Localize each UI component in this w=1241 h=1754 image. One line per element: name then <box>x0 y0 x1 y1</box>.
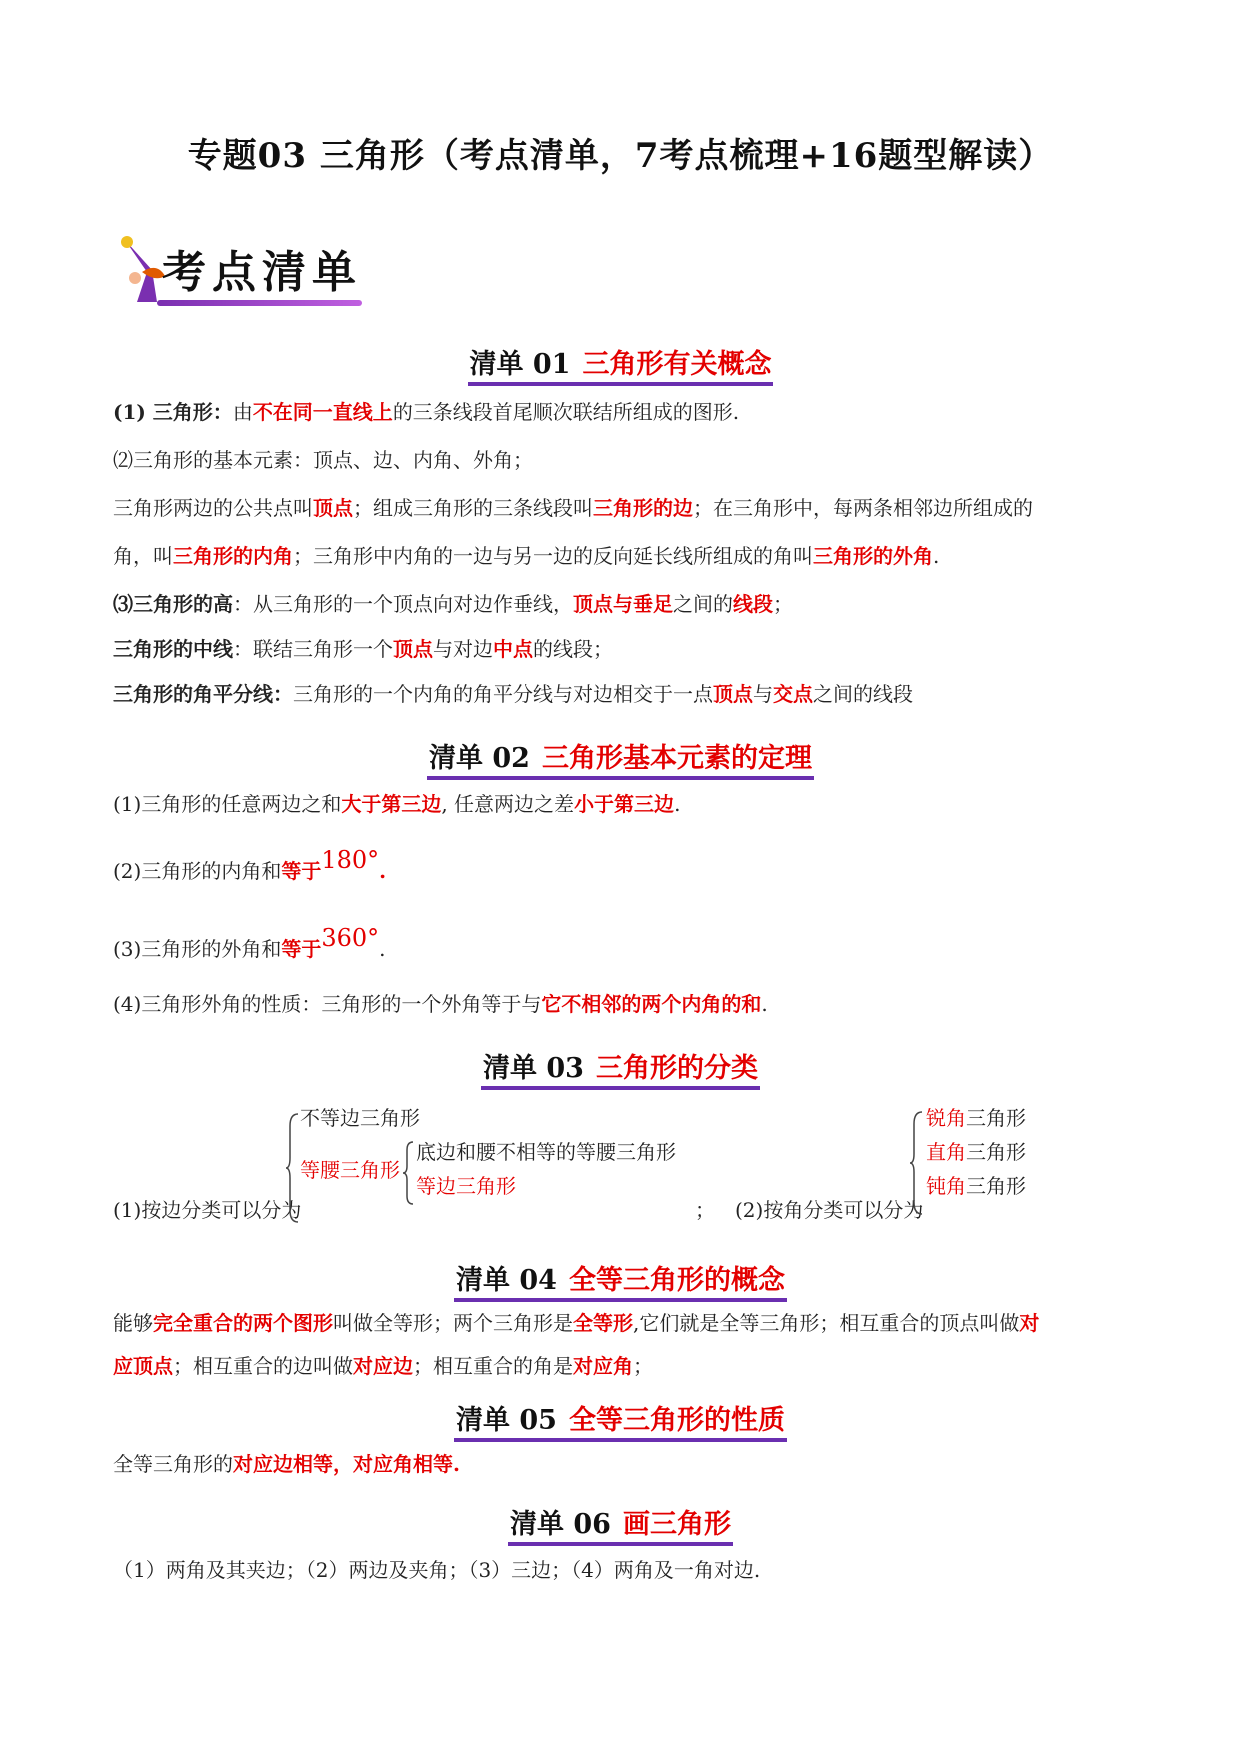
s1-line-3: 三角形两边的公共点叫顶点；组成三角形的三条线段叫三角形的边；在三角形中，每两条相邻边所组成的 <box>113 496 1033 520</box>
section-heading-04: 清单 04 全等三角形的概念 <box>0 1258 1241 1302</box>
classify-by-side-label: (1)按边分类可以分为 <box>113 1198 302 1222</box>
iso-sub2-label: 等边三角形 <box>416 1174 516 1198</box>
brace-angle <box>910 1110 924 1216</box>
s2-line-2: (2)三角形的内角和等于180°. <box>113 846 387 883</box>
section-heading-01: 清单 01 三角形有关概念 <box>0 342 1241 386</box>
brace-isosceles <box>403 1140 415 1206</box>
kaodian-logo <box>117 232 372 312</box>
right-triangle-label: 直角三角形 <box>926 1140 1026 1164</box>
page-title: 专题03 三角形（考点清单，7考点梳理+16题型解读） <box>187 136 1054 176</box>
s2-line-4: (4)三角形外角的性质：三角形的一个外角等于与它不相邻的两个内角的和. <box>113 992 768 1016</box>
s1-line-7: 三角形的角平分线：三角形的一个内角的角平分线与对边相交于一点顶点与交点之间的线段 <box>113 682 913 706</box>
s2-line-1: (1)三角形的任意两边之和大于第三边, 任意两边之差小于第三边. <box>113 792 681 816</box>
logo-text: 考点清单 <box>162 247 362 298</box>
logo-underline <box>157 300 362 306</box>
brace-side <box>286 1112 300 1224</box>
section-heading-06: 清单 06 画三角形 <box>0 1502 1241 1546</box>
s4-line-1: 能够完全重合的两个图形叫做全等形；两个三角形是全等形,它们就是全等三角形；相互重合的顶点叫做对 <box>113 1311 1040 1335</box>
s5-line-1: 全等三角形的对应边相等，对应角相等. <box>113 1452 460 1476</box>
section-heading-05: 清单 05 全等三角形的性质 <box>0 1398 1241 1442</box>
s6-line-1: （1）两角及其夹边；（2）两边及夹角；（3）三边；（4）两角及一角对边. <box>113 1558 761 1582</box>
s1-line-5: ⑶三角形的高：从三角形的一个顶点向对边作垂线，顶点与垂足之间的线段； <box>113 592 793 616</box>
iso-sub1-label: 底边和腰不相等的等腰三角形 <box>416 1140 676 1164</box>
s2-line-3: (3)三角形的外角和等于360°. <box>113 924 386 961</box>
scalene-label: 不等边三角形 <box>300 1106 420 1130</box>
s1-line-1: (1) 三角形：由不在同一直线上的三条线段首尾顺次联结所组成的图形. <box>113 400 740 424</box>
classify-by-angle-label: (2)按角分类可以分为 <box>735 1198 924 1222</box>
s1-line-2: ⑵三角形的基本元素：顶点、边、内角、外角； <box>113 448 533 472</box>
classify-separator: ； <box>695 1198 715 1222</box>
isosceles-label: 等腰三角形 <box>300 1158 400 1182</box>
s4-line-2: 应顶点；相互重合的边叫做对应边；相互重合的角是对应角； <box>113 1354 653 1378</box>
s1-line-4: 角，叫三角形的内角；三角形中内角的一边与另一边的反向延长线所组成的角叫三角形的外角. <box>113 544 940 568</box>
s1-line-6: 三角形的中线：联结三角形一个顶点与对边中点的线段； <box>113 637 613 661</box>
section-heading-03: 清单 03 三角形的分类 <box>0 1046 1241 1090</box>
obtuse-triangle-label: 钝角三角形 <box>926 1174 1026 1198</box>
section-heading-02: 清单 02 三角形基本元素的定理 <box>0 736 1241 780</box>
acute-triangle-label: 锐角三角形 <box>926 1106 1026 1130</box>
